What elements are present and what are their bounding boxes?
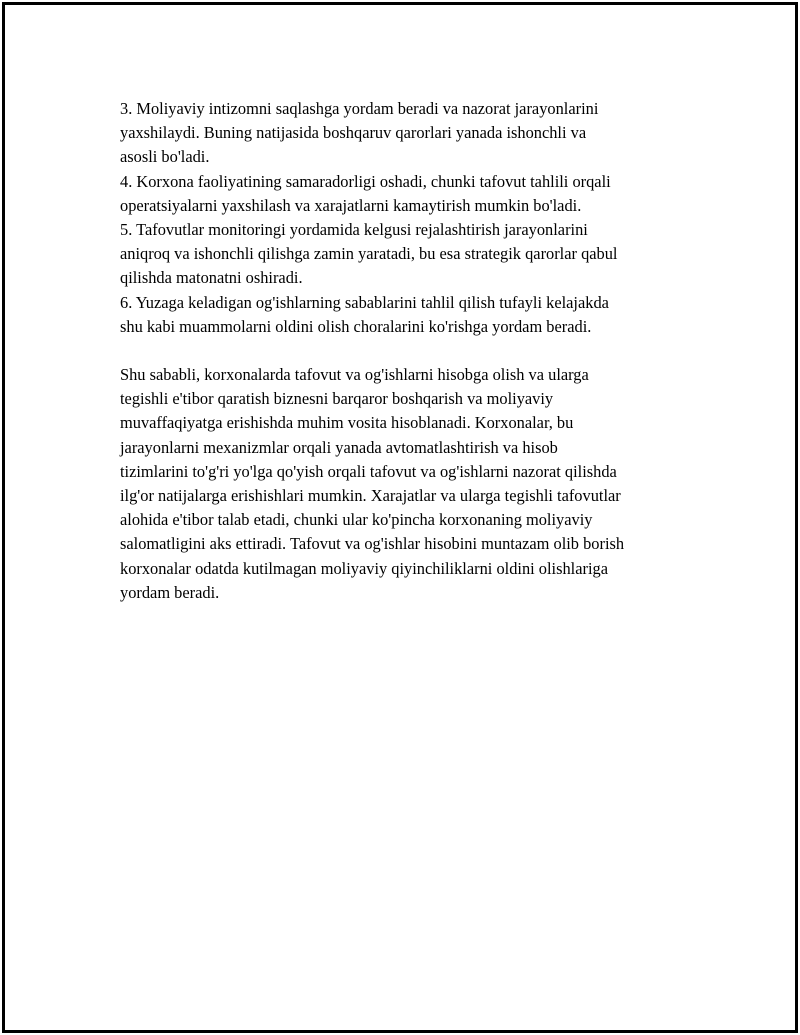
text-line: alohida e'tibor talab etadi, chunki ular ko'pincha korxonaning moliyaviy	[120, 510, 593, 530]
conclusion-paragraph	[120, 363, 710, 605]
text-line: operatsiyalarni yaxshilash va xarajatlarni kamaytirish mumkin bo'ladi.	[120, 195, 582, 215]
text-line: tegishli e'tibor qaratish biznesni barqaror boshqarish va moliyaviy	[120, 389, 554, 409]
text-line: korxonalar odatda kutilmagan moliyaviy qiyinchiliklarni oldini olishlariga	[120, 558, 608, 578]
text-line: 3. Moliyaviy intizomni saqlashga yordam beradi va nazorat jarayonlarini	[120, 99, 599, 118]
text-line: jarayonlarni mexanizmlar orqali yanada avtomatlashtirish va hisob	[120, 437, 558, 457]
text-line: 4. Korxona faoliyatining samaradorligi oshadi, chunki tafovut tahlili orqali	[120, 171, 611, 191]
text-line: yordam beradi.	[120, 582, 220, 602]
document-body	[120, 97, 710, 605]
page-frame	[2, 2, 798, 1033]
text-line: shu kabi muammolarni oldini olish choralarini ko'rishga yordam beradi.	[120, 316, 592, 336]
text-line: tizimlarini to'g'ri yo'lga qo'yish orqali tafovut va og'ishlarni nazorat qilishda	[120, 461, 617, 481]
text-line: asosli bo'ladi.	[120, 147, 210, 167]
text-line: 6. Yuzaga keladigan og'ishlarning sabablarini tahlil qilish tufayli kelajakda	[120, 292, 609, 312]
text-line: ilg'or natijalarga erishishlari mumkin. Xarajatlar va ularga tegishli tafovutlar	[120, 486, 621, 505]
paragraph-gap	[120, 339, 710, 363]
text-line: qilishda matonatni oshiradi.	[120, 268, 303, 288]
list-item-5	[120, 218, 710, 291]
text-line: muvaffaqiyatga erishishda muhim vosita hisoblanadi. Korxonalar, bu	[120, 413, 574, 433]
list-item-4	[120, 170, 710, 218]
text-line: 5. Tafovutlar monitoringi yordamida kelgusi rejalashtirish jarayonlarini	[120, 219, 588, 239]
text-line: Shu sababli, korxonalarda tafovut va og'ishlarni hisobga olish va ularga	[120, 365, 589, 385]
text-line: salomatligini aks ettiradi. Tafovut va og'ishlar hisobini muntazam olib borish	[120, 534, 625, 554]
list-item-6	[120, 291, 710, 339]
text-line: aniqroq va ishonchli qilishga zamin yaratadi, bu esa strategik qarorlar qabul	[120, 244, 618, 264]
text-line: yaxshilaydi. Buning natijasida boshqaruv qarorlari yanada ishonchli va	[120, 123, 587, 143]
list-item-3	[120, 97, 710, 170]
